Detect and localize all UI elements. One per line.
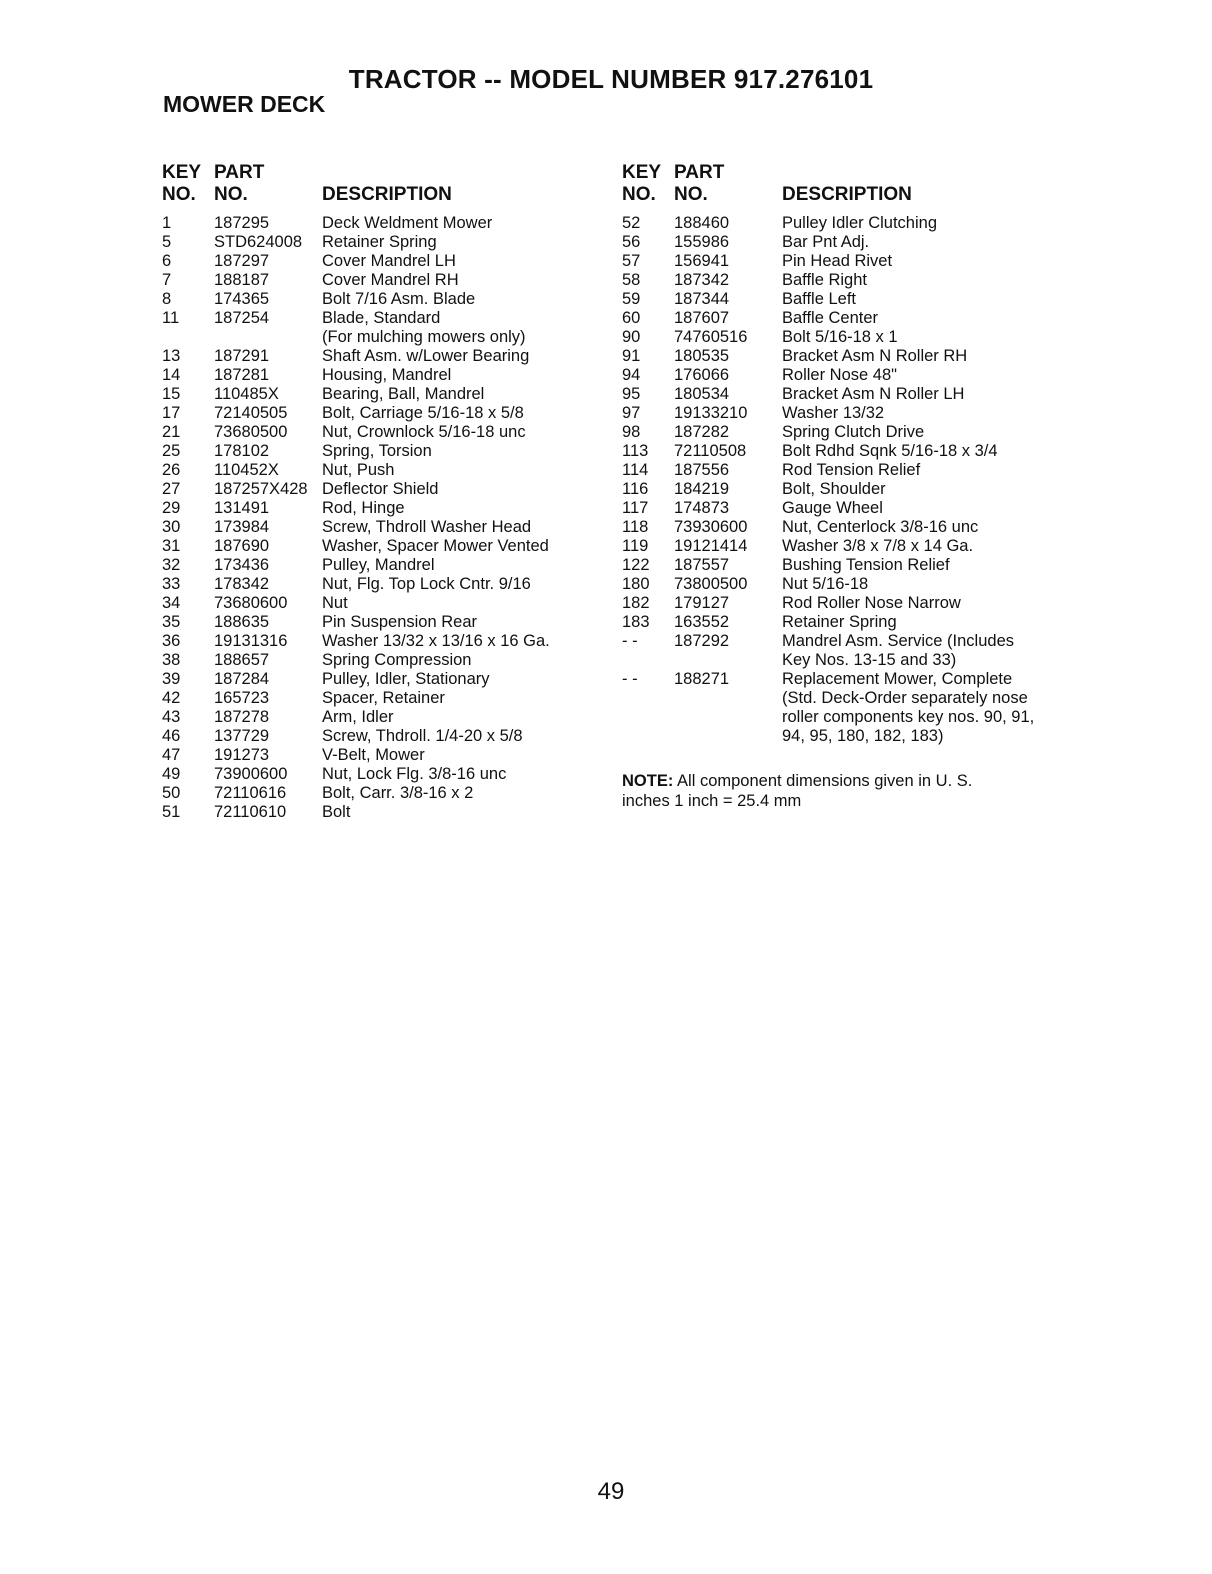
part-no: 180534 xyxy=(674,385,730,403)
key-no: - - xyxy=(622,670,638,688)
part-no: 174365 xyxy=(214,290,270,308)
key-no: 46 xyxy=(162,727,181,745)
part-no: 176066 xyxy=(674,366,730,384)
description: Screw, Thdroll Washer Head xyxy=(322,518,532,536)
description: Retainer Spring xyxy=(322,233,437,251)
part-no: 187557 xyxy=(674,556,730,574)
note-label: NOTE: xyxy=(622,772,674,790)
description: Nut, Push xyxy=(322,461,395,479)
key-no: 32 xyxy=(162,556,181,574)
page-title: TRACTOR -- MODEL NUMBER 917.276101 xyxy=(348,64,874,94)
part-no: 187607 xyxy=(674,309,730,327)
section-title: MOWER DECK xyxy=(163,91,326,117)
key-no: 39 xyxy=(162,670,181,688)
key-no: 182 xyxy=(622,594,650,612)
key-no: 57 xyxy=(622,252,641,270)
description: Bushing Tension Relief xyxy=(782,556,950,574)
part-no: 187254 xyxy=(214,309,270,327)
description: Spring, Torsion xyxy=(322,442,432,460)
key-no: 7 xyxy=(162,271,172,289)
key-no: 91 xyxy=(622,347,641,365)
part-no: STD624008 xyxy=(214,233,303,251)
description: V-Belt, Mower xyxy=(322,746,425,764)
part-no: 187281 xyxy=(214,366,270,384)
description: Nut 5/16-18 xyxy=(782,575,869,593)
key-no: 98 xyxy=(622,423,641,441)
key-no: 97 xyxy=(622,404,641,422)
key-no: 95 xyxy=(622,385,641,403)
part-no: 155986 xyxy=(674,233,730,251)
description: Washer 13/32 xyxy=(782,404,885,422)
description: Pulley, Idler, Stationary xyxy=(322,670,490,688)
part-no: 191273 xyxy=(214,746,270,764)
key-no: 56 xyxy=(622,233,641,251)
key-no: 183 xyxy=(622,613,650,631)
header-key-top: KEY xyxy=(622,162,662,183)
page-number: 49 xyxy=(597,1478,625,1505)
description: (For mulching mowers only) xyxy=(322,328,526,346)
description: Spring Clutch Drive xyxy=(782,423,925,441)
part-no: 187556 xyxy=(674,461,730,479)
part-no: 137729 xyxy=(214,727,270,745)
key-no: 118 xyxy=(622,518,649,536)
key-no: 15 xyxy=(162,385,181,403)
description: Nut xyxy=(322,594,348,612)
part-no: 72110508 xyxy=(674,442,747,460)
part-no: 188460 xyxy=(674,214,730,232)
description: Bolt, Carr. 3/8-16 x 2 xyxy=(322,784,474,802)
key-no: 119 xyxy=(622,537,649,555)
part-no: 73800500 xyxy=(674,575,748,593)
part-no: 110485X xyxy=(214,385,279,403)
part-no: 173984 xyxy=(214,518,270,536)
key-no: 50 xyxy=(162,784,181,802)
description: Rod Roller Nose Narrow xyxy=(782,594,961,612)
part-no: 72110616 xyxy=(214,784,287,802)
note xyxy=(622,771,1042,811)
key-no: 116 xyxy=(622,480,649,498)
part-no: 187344 xyxy=(674,290,730,308)
description: (Std. Deck-Order separately nose xyxy=(782,689,1028,707)
part-no: 187292 xyxy=(674,632,730,650)
key-no: 43 xyxy=(162,708,181,726)
description: Deck Weldment Mower xyxy=(322,214,493,232)
description: Cover Mandrel LH xyxy=(322,252,456,270)
description: Bolt 7/16 Asm. Blade xyxy=(322,290,476,308)
key-no: 25 xyxy=(162,442,181,460)
part-no: 179127 xyxy=(674,594,730,612)
header-description: DESCRIPTION xyxy=(782,184,912,205)
key-no: 113 xyxy=(622,442,649,460)
header-part-top: PART xyxy=(214,162,265,183)
key-no: 30 xyxy=(162,518,181,536)
key-no: 90 xyxy=(622,328,641,346)
part-no: 187282 xyxy=(674,423,730,441)
key-no: 52 xyxy=(622,214,641,232)
description: Deflector Shield xyxy=(322,480,439,498)
description: Bracket Asm N Roller LH xyxy=(782,385,965,403)
header-key-top: KEY xyxy=(162,162,202,183)
description: Arm, Idler xyxy=(322,708,394,726)
description: Cover Mandrel RH xyxy=(322,271,459,289)
key-no: 5 xyxy=(162,233,172,251)
description: Pin Head Rivet xyxy=(782,252,893,270)
header-part-bottom: NO. xyxy=(214,184,248,205)
key-no: 51 xyxy=(162,803,181,821)
part-no: 73930600 xyxy=(674,518,748,536)
key-no: 8 xyxy=(162,290,172,308)
description: Baffle Center xyxy=(782,309,879,327)
description: Housing, Mandrel xyxy=(322,366,452,384)
part-no: 19131316 xyxy=(214,632,288,650)
part-no: 188271 xyxy=(674,670,730,688)
description: Bearing, Ball, Mandrel xyxy=(322,385,485,403)
key-no: 33 xyxy=(162,575,181,593)
description: Rod Tension Relief xyxy=(782,461,921,479)
key-no: 49 xyxy=(162,765,181,783)
description: 94, 95, 180, 182, 183) xyxy=(782,727,944,745)
description: Baffle Left xyxy=(782,290,857,308)
key-no: 11 xyxy=(162,309,180,327)
description: Nut, Centerlock 3/8-16 unc xyxy=(782,518,979,536)
description: roller components key nos. 90, 91, xyxy=(782,708,1035,726)
part-no: 19121414 xyxy=(674,537,748,555)
key-no: 27 xyxy=(162,480,181,498)
key-no: 47 xyxy=(162,746,181,764)
description: Blade, Standard xyxy=(322,309,441,327)
part-no: 178102 xyxy=(214,442,270,460)
description: Shaft Asm. w/Lower Bearing xyxy=(322,347,530,365)
description: Spacer, Retainer xyxy=(322,689,445,707)
key-no: 180 xyxy=(622,575,650,593)
key-no: 13 xyxy=(162,347,181,365)
description: Baffle Right xyxy=(782,271,867,289)
description: Pulley, Mandrel xyxy=(322,556,435,574)
key-no: 94 xyxy=(622,366,641,384)
description: Nut, Flg. Top Lock Cntr. 9/16 xyxy=(322,575,531,593)
part-no: 180535 xyxy=(674,347,730,365)
note-line-1 xyxy=(622,771,1042,791)
part-no: 188657 xyxy=(214,651,270,669)
key-no: 34 xyxy=(162,594,181,612)
part-no: 188187 xyxy=(214,271,270,289)
key-no: 38 xyxy=(162,651,181,669)
description: Retainer Spring xyxy=(782,613,897,631)
key-no: 114 xyxy=(622,461,649,479)
part-no: 110452X xyxy=(214,461,279,479)
description: Nut, Lock Flg. 3/8-16 unc xyxy=(322,765,507,783)
description: Bracket Asm N Roller RH xyxy=(782,347,968,365)
part-no: 74760516 xyxy=(674,328,748,346)
key-no: 14 xyxy=(162,366,181,384)
note-text-1: All component dimensions given in U. S. xyxy=(673,772,973,790)
description: Gauge Wheel xyxy=(782,499,883,517)
part-no: 187278 xyxy=(214,708,270,726)
description: Washer 3/8 x 7/8 x 14 Ga. xyxy=(782,537,974,555)
key-no: - - xyxy=(622,632,638,650)
part-no: 73680600 xyxy=(214,594,288,612)
description: Washer, Spacer Mower Vented xyxy=(322,537,549,555)
description: Screw, Thdroll. 1/4-20 x 5/8 xyxy=(322,727,523,745)
part-no: 187690 xyxy=(214,537,270,555)
key-no: 42 xyxy=(162,689,181,707)
note-line-2: inches 1 inch = 25.4 mm xyxy=(622,792,802,810)
part-no: 72140505 xyxy=(214,404,288,422)
part-no: 165723 xyxy=(214,689,270,707)
description: Nut, Crownlock 5/16-18 unc xyxy=(322,423,526,441)
description: Replacement Mower, Complete xyxy=(782,670,1013,688)
key-no: 36 xyxy=(162,632,181,650)
part-no: 131491 xyxy=(214,499,270,517)
description: Pulley Idler Clutching xyxy=(782,214,937,232)
description: Bolt, Shoulder xyxy=(782,480,886,498)
part-no: 187291 xyxy=(214,347,270,365)
description: Pin Suspension Rear xyxy=(322,613,478,631)
part-no: 178342 xyxy=(214,575,270,593)
description: Bar Pnt Adj. xyxy=(782,233,870,251)
part-no: 187284 xyxy=(214,670,270,688)
part-no: 73680500 xyxy=(214,423,288,441)
part-no: 187257X428 xyxy=(214,480,308,498)
description: Bolt xyxy=(322,803,351,821)
key-no: 1 xyxy=(162,214,172,232)
key-no: 29 xyxy=(162,499,181,517)
part-no: 19133210 xyxy=(674,404,748,422)
header-key-bottom: NO. xyxy=(622,184,656,205)
header-part-bottom: NO. xyxy=(674,184,708,205)
description: Key Nos. 13-15 and 33) xyxy=(782,651,957,669)
part-no: 163552 xyxy=(674,613,730,631)
header-description: DESCRIPTION xyxy=(322,184,452,205)
header-part-top: PART xyxy=(674,162,725,183)
key-no: 26 xyxy=(162,461,181,479)
description: Rod, Hinge xyxy=(322,499,405,517)
part-no: 187297 xyxy=(214,252,270,270)
description: Bolt, Carriage 5/16-18 x 5/8 xyxy=(322,404,524,422)
key-no: 31 xyxy=(162,537,181,555)
part-no: 173436 xyxy=(214,556,270,574)
part-no: 73900600 xyxy=(214,765,288,783)
part-no: 188635 xyxy=(214,613,270,631)
key-no: 58 xyxy=(622,271,641,289)
part-no: 72110610 xyxy=(214,803,287,821)
part-no: 187295 xyxy=(214,214,270,232)
part-no: 156941 xyxy=(674,252,730,270)
part-no: 174873 xyxy=(674,499,730,517)
description: Bolt 5/16-18 x 1 xyxy=(782,328,898,346)
description: Spring Compression xyxy=(322,651,472,669)
description: Mandrel Asm. Service (Includes xyxy=(782,632,1015,650)
key-no: 21 xyxy=(162,423,181,441)
key-no: 60 xyxy=(622,309,641,327)
key-no: 59 xyxy=(622,290,641,308)
key-no: 122 xyxy=(622,556,650,574)
description: Bolt Rdhd Sqnk 5/16-18 x 3/4 xyxy=(782,442,998,460)
key-no: 6 xyxy=(162,252,172,270)
key-no: 17 xyxy=(162,404,181,422)
part-no: 187342 xyxy=(674,271,730,289)
header-key-bottom: NO. xyxy=(162,184,196,205)
description: Roller Nose 48" xyxy=(782,366,897,384)
key-no: 35 xyxy=(162,613,181,631)
key-no: 117 xyxy=(622,499,649,517)
part-no: 184219 xyxy=(674,480,730,498)
description: Washer 13/32 x 13/16 x 16 Ga. xyxy=(322,632,550,650)
